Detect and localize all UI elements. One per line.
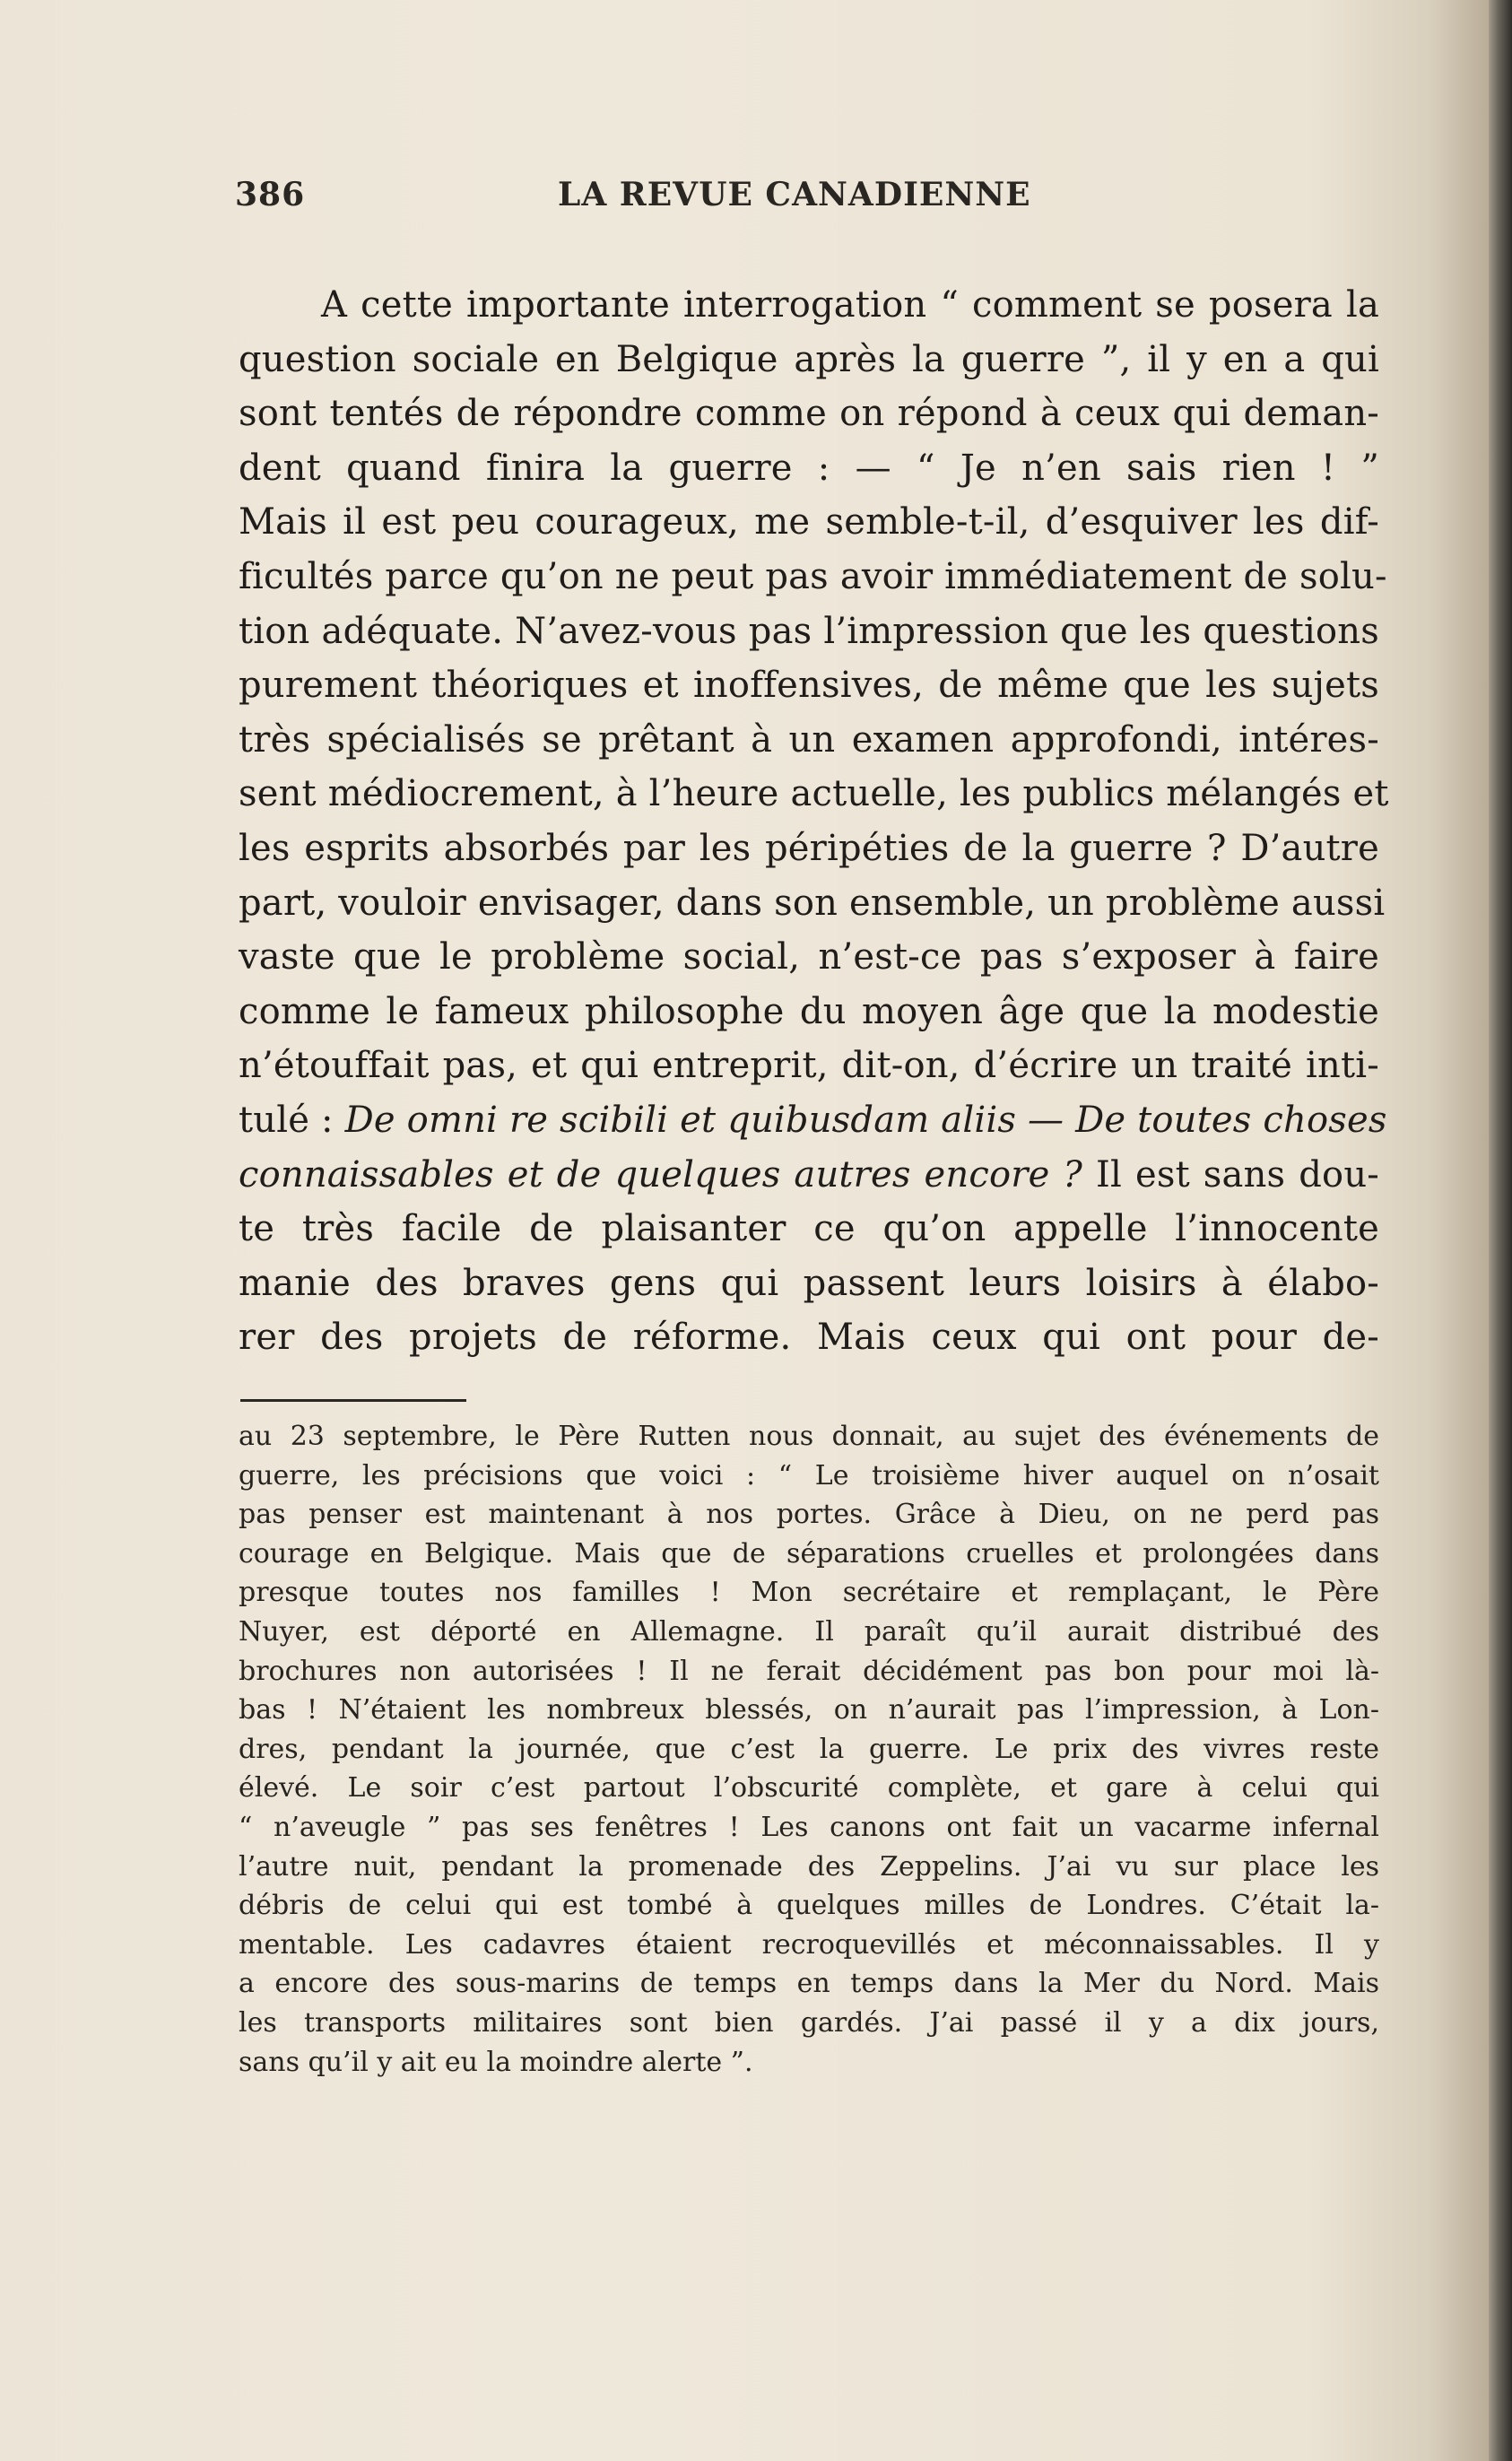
footnote (239, 1417, 1379, 2082)
footnote-line: bas ! N’étaient les nombreux blessés, on n’aurait pas l’impression, à Lon- (239, 1694, 1379, 1726)
text-line: sent médiocrement, à l’heure actuelle, les publics mélangés et (239, 773, 1389, 815)
footnote-rule (240, 1399, 466, 1402)
footnote-line: Nuyer, est déporté en Allemagne. Il paraît qu’il aurait distribué des (239, 1615, 1379, 1648)
footnote-line: les transports militaires sont bien gardés. J’ai passé il y a dix jours, (239, 2006, 1379, 2039)
text-line (239, 1093, 1387, 1148)
text-run: tulé : (239, 1099, 345, 1141)
page-edge-shadow (1489, 0, 1512, 2461)
text-line: vaste que le problème social, n’est-ce pas s’exposer à faire (239, 936, 1379, 978)
text-line: purement théoriques et inoffensives, de même que les sujets (239, 665, 1379, 707)
text-line: rer des projets de réforme. Mais ceux qui ont pour de- (239, 1317, 1379, 1359)
text-line: tion adéquate. N’avez-vous pas l’impression que les questions (239, 610, 1379, 652)
text-line: n’étouffait pas, et qui entreprit, dit-on, d’écrire un traité inti- (239, 1045, 1379, 1087)
text-line: les esprits absorbés par les péripéties de la guerre ? D’autre (239, 827, 1379, 869)
text-line: Mais il est peu courageux, me semble-t-il, d’esquiver les dif- (239, 501, 1379, 544)
text-line: sont tentés de répondre comme on répond à ceux qui deman- (239, 393, 1379, 435)
footnote-line: a encore des sous-marins de temps en temps dans la Mer du Nord. Mais (239, 1968, 1379, 2000)
text-line: part, vouloir envisager, dans son ensemble, un problème aussi (239, 882, 1386, 924)
footnote-line: mentable. Les cadavres étaient recroquevillés et méconnaissables. Il y (239, 1928, 1379, 1961)
main-text (239, 278, 1389, 1365)
text-run: Il est sans dou- (1082, 1153, 1379, 1196)
text-line: question sociale en Belgique après la guerre ”, il y en a qui (239, 338, 1379, 380)
journal-title: LA REVUE CANADIENNE (558, 176, 1031, 213)
footnote-line: courage en Belgique. Mais que de séparations cruelles et prolongées dans (239, 1537, 1379, 1570)
italic-title-run: De omni re scibili et quibusdam aliis — De toutes choses (344, 1099, 1387, 1141)
text-line: te très facile de plaisanter ce qu’on appelle l’innocente (239, 1208, 1379, 1250)
text-line: ficultés parce qu’on ne peut pas avoir immédiatement de solu- (239, 555, 1387, 597)
footnote-line: presque toutes nos familles ! Mon secrétaire et remplaçant, le Père (239, 1577, 1379, 1609)
footnote-line: dres, pendant la journée, que c’est la guerre. Le prix des vivres reste (239, 1733, 1379, 1765)
text-line: très spécialisés se prêtant à un examen approfondi, intéres- (239, 718, 1379, 761)
page-number: 386 (235, 176, 306, 213)
footnote-line: élevé. Le soir c’est partout l’obscurité complète, et gare à celui qui (239, 1772, 1379, 1804)
running-head (235, 176, 1383, 221)
footnote-line: guerre, les précisions que voici : “ Le troisième hiver auquel on n’osait (239, 1459, 1379, 1491)
footnote-line: “ n’aveugle ” pas ses fenêtres ! Les canons ont fait un vacarme infernal (239, 1811, 1379, 1843)
text-line: dent quand finira la guerre : — “ Je n’en sais rien ! ” (239, 447, 1379, 489)
footnote-line: sans qu’il y ait eu la moindre alerte ”. (239, 2046, 753, 2078)
italic-title-run: connaissables et de quelques autres encore ? (239, 1153, 1083, 1196)
text-line (239, 1148, 1379, 1203)
text-line: A cette importante interrogation “ comment se posera la (321, 284, 1379, 326)
footnote-line: pas penser est maintenant à nos portes. Grâce à Dieu, on ne perd pas (239, 1499, 1379, 1531)
footnote-line: au 23 septembre, le Père Rutten nous donnait, au sujet des événements de (239, 1421, 1379, 1452)
text-line: manie des braves gens qui passent leurs loisirs à élabo- (239, 1262, 1379, 1304)
footnote-line: l’autre nuit, pendant la promenade des Zeppelins. J’ai vu sur place les (239, 1850, 1379, 1883)
footnote-line: débris de celui qui est tombé à quelques milles de Londres. C’était la- (239, 1890, 1379, 1922)
footnote-line: brochures non autorisées ! Il ne ferait décidément pas bon pour moi là- (239, 1655, 1379, 1687)
text-line: comme le fameux philosophe du moyen âge que la modestie (239, 990, 1379, 1032)
